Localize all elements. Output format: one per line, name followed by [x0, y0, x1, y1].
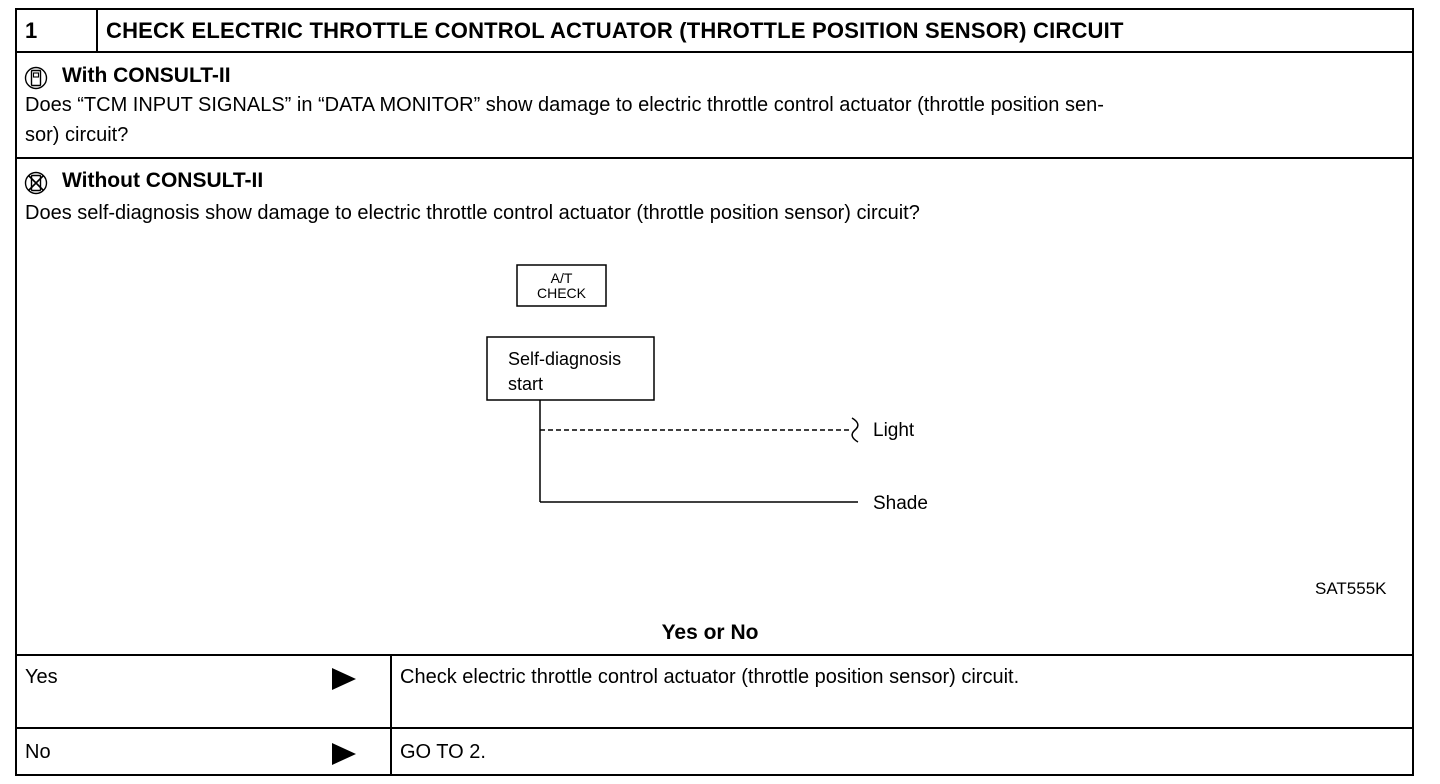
- shade-label: Shade: [873, 493, 928, 514]
- at-check-label-line1: A/T: [550, 270, 573, 286]
- with-consult-text-line2: sor) circuit?: [25, 124, 129, 146]
- figure-code: SAT555K: [1315, 579, 1387, 598]
- start-label-line1: Self-diagnosis: [508, 349, 622, 369]
- results-row-rule: [15, 727, 1414, 729]
- light-rise-symbol: [852, 418, 858, 442]
- with-consult-text-line1: Does “TCM INPUT SIGNALS” in “DATA MONITOR” show damage to electric throttle control actuator (throttle position sen-: [25, 94, 1104, 116]
- with-consult-heading: With CONSULT-II: [62, 64, 231, 87]
- yes-arrow-icon: [332, 668, 356, 690]
- light-label: Light: [873, 420, 915, 441]
- section-rule-2: [15, 654, 1414, 656]
- answer-yes-action: Check electric throttle control actuator (throttle position sensor) circuit.: [400, 666, 1020, 688]
- results-column-divider: [390, 654, 392, 776]
- without-consult-text: Does self-diagnosis show damage to electric throttle control actuator (throttle position sensor) circuit?: [25, 202, 920, 224]
- start-label-line2: start: [508, 374, 544, 394]
- answer-no-label: No: [25, 741, 51, 763]
- step-number: 1: [25, 18, 38, 43]
- answer-yes-label: Yes: [25, 666, 58, 688]
- without-consult-heading: Without CONSULT-II: [62, 169, 264, 192]
- no-arrow-icon: [332, 743, 356, 765]
- yes-or-no-question: Yes or No: [661, 621, 759, 644]
- step-title: CHECK ELECTRIC THROTTLE CONTROL ACTUATOR (THROTTLE POSITION SENSOR) CIRCUIT: [106, 18, 1124, 43]
- at-check-label-line2: CHECK: [536, 285, 586, 301]
- answer-no-action: GO TO 2.: [400, 741, 486, 763]
